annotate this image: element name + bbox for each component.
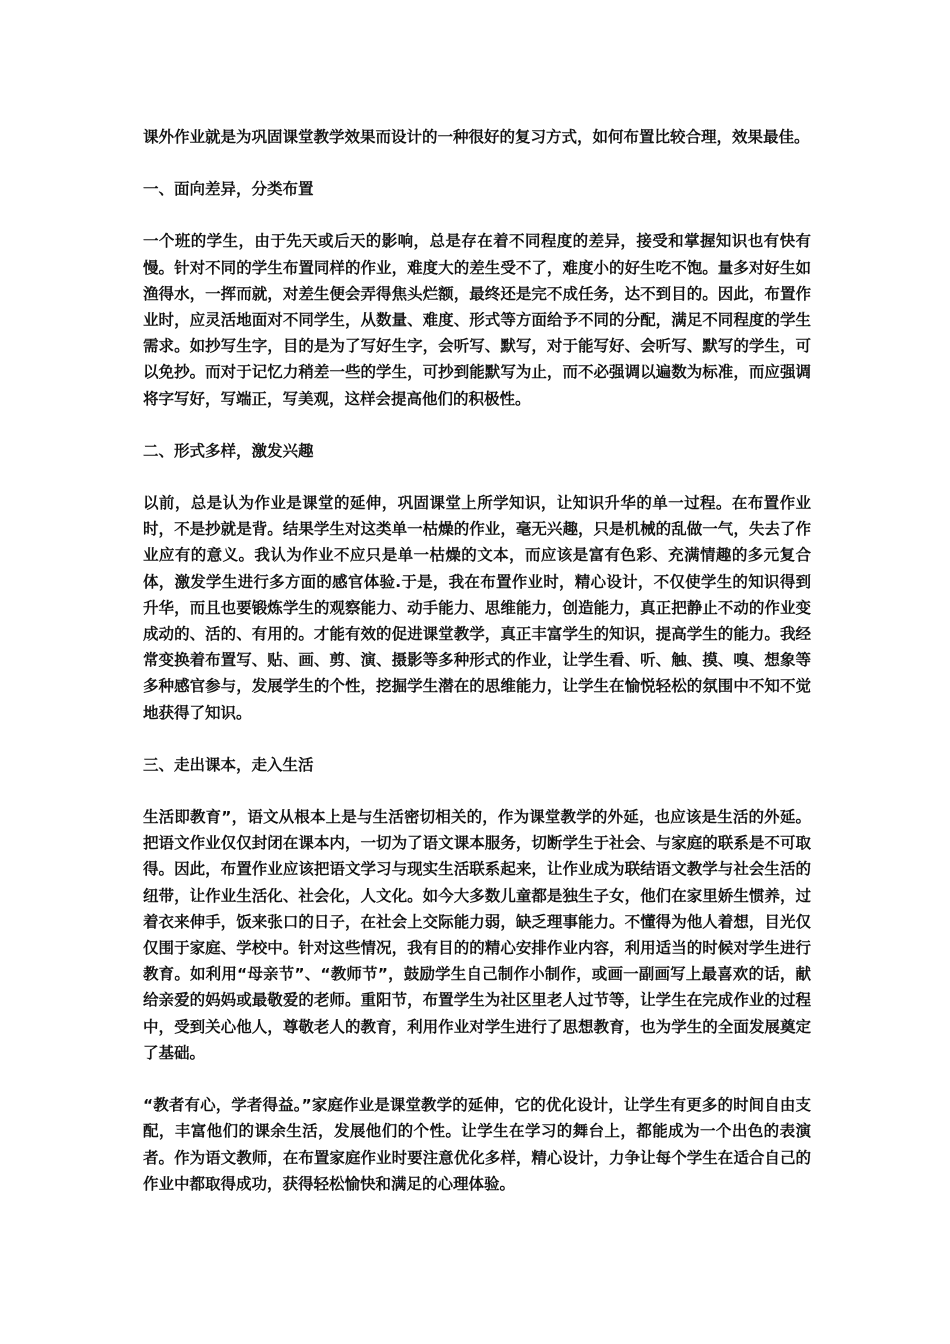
section-3-heading: 三、走出课本，走入生活 [143,755,314,774]
document-body [143,124,811,1223]
section-2-heading: 二、形式多样，激发兴趣 [143,441,314,460]
intro-paragraph: 课外作业就是为巩固课堂教学效果而设计的一种很好的复习方式，如何布置比较合理，效果最佳。 [143,128,810,146]
section-1-body: 一个班的学生，由于先天或后天的影响，总是存在着不同程度的差异，接受和掌握知识也有快有慢。针对不同的学生布置同样的作业，难度大的差生受不了，难度小的好生吃不饱。量多对好生如渔得水，一挥而就，对差生便会弄得焦头烂额，最终还是完不成任务，达不到目的。因此，布置作业时，应灵活地面对不同学生，从数量、难度、形式等方面给予不同的分配，满足不同程度的学生需求。如抄写生字，目的是为了写好生字，会听写、默写，对于能写好、会听写、默写的学生，可以免抄。而对于记忆力稍差一些的学生，可抄到能默写为止，而不必强调以遍数为标准，而应强调将字写好，写端正，写美观，这样会提高他们的积极性。 [143,232,811,408]
section-3-body: 生活即教育”，语文从根本上是与生活密切相关的，作为课堂教学的外延，也应该是生活的外延。把语文作业仅仅封闭在课本内，一切为了语文课本服务，切断学生于社会、与家庭的联系是不可取得。因此，布置作业应该把语文学习与现实生活联系起来，让作业成为联结语文教学与社会生活的纽带，让作业生活化、社会化，人文化。如今大多数儿童都是独生子女，他们在家里娇生惯养，过着衣来伸手，饭来张口的日子，在社会上交际能力弱，缺乏理事能力。不懂得为他人着想，目光仅仅围于家庭、学校中。针对这些情况，我有目的的精心安排作业内容，利用适当的时候对学生进行教育。如利用“母亲节”、“教师节”，鼓励学生自己制作小制作，或画一副画写上最喜欢的话，献给亲爱的妈妈或最敬爱的老师。重阳节，布置学生为社区里老人过节等，让学生在完成作业的过程中，受到关心他人，尊敬老人的教育，利用作业对学生进行了思想教育，也为学生的全面发展奠定了基础。 [143,808,811,1062]
section-1-heading: 一、面向差异，分类布置 [143,180,314,199]
conclusion-paragraph: “教者有心，学者得益。”家庭作业是课堂教学的延伸，它的优化设计，让学生有更多的时间自由支配，丰富他们的课余生活，发展他们的个性。让学生在学习的舞台上，都能成为一个出色的表演者。作为语文教师，在布置家庭作业时要注意优化多样，精心设计，力争让每个学生在适合自己的作业中都取得成功，获得轻松愉快和满足的心理体验。 [143,1096,811,1193]
section-2-body: 以前，总是认为作业是课堂的延伸，巩固课堂上所学知识，让知识升华的单一过程。在布置作业时，不是抄就是背。结果学生对这类单一枯燥的作业，毫无兴趣，只是机械的乱做一气，失去了作业应有的意义。我认为作业不应只是单一枯燥的文本，而应该是富有色彩、充满情趣的多元复合体，激发学生进行多方面的感官体验.于是，我在布置作业时，精心设计，不仅使学生的知识得到升华，而且也要锻炼学生的观察能力、动手能力、思维能力，创造能力，真正把静止不动的作业变成动的、活的、有用的。才能有效的促进课堂教学，真正丰富学生的知识，提高学生的能力。我经常变换着布置写、贴、画、剪、演、摄影等多种形式的作业，让学生看、听、触、摸、嗅、想象等多种感官参与，发展学生的个性，挖掘学生潜在的思维能力，让学生在愉悦轻松的氛围中不知不觉地获得了知识。 [143,494,811,722]
